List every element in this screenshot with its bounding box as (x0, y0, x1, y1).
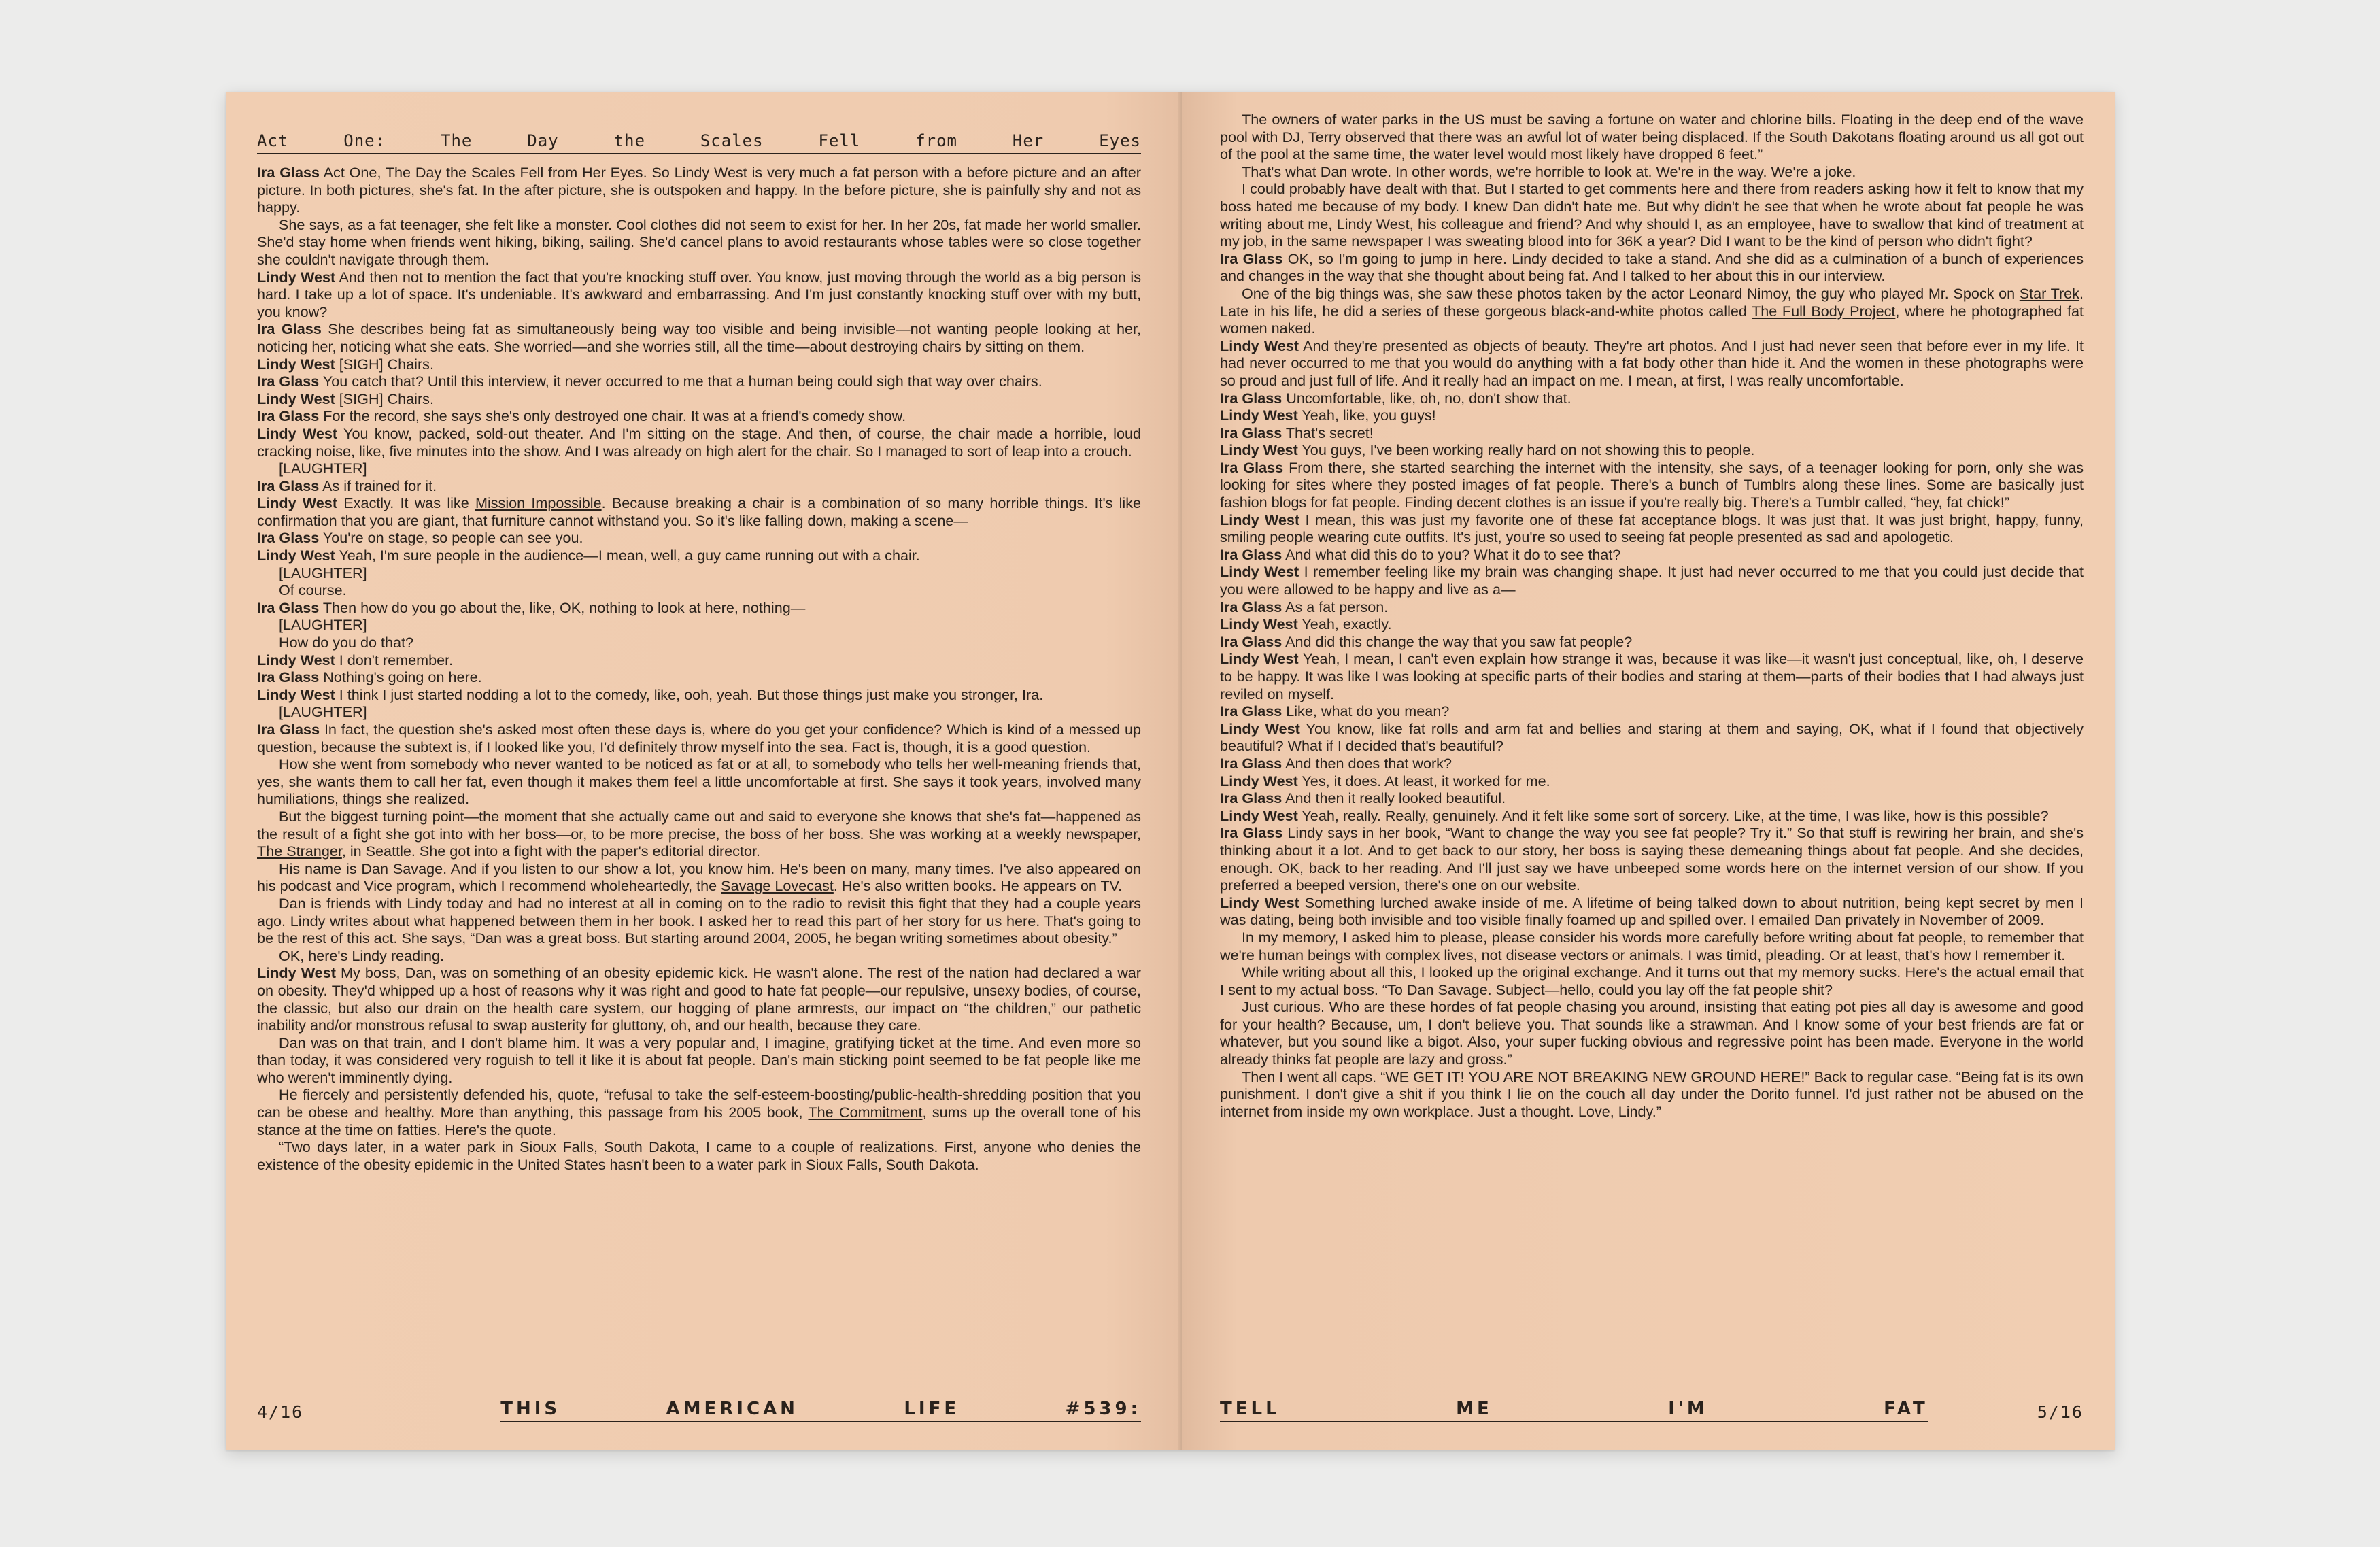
title-reference: Savage Lovecast (721, 877, 834, 895)
transcript-paragraph (257, 599, 1141, 617)
speaker-name: Lindy West (1220, 806, 1298, 824)
speaker-name: Lindy West (1220, 441, 1298, 459)
speaker-name: Ira Glass (1220, 389, 1282, 407)
transcript-paragraph (1220, 459, 2084, 511)
paragraph-text: Dan is friends with Lindy today and had no interest at all in coming on to the radio to revisit this fight that they had a couple years ago. Lindy writes about what happened between them in her book. I asked her to read this part of her story for us here. That's going to be the rest of this act. She says, “Dan was a great boss. But starting around 2004, 2005, he began writing sometimes about obesity.” (257, 894, 1141, 947)
speaker-name: Lindy West (1220, 511, 1300, 528)
paragraph-text: I remember feeling like my brain was changing shape. It just had never occurred to me that you could just decide that you were allowed to be happy and live as a— (1220, 563, 2084, 598)
speaker-name: Lindy West (257, 964, 336, 982)
stage-direction (257, 460, 1141, 477)
paragraph-text: From there, she started searching the internet with the intensity, she says, of a teenager looking for porn, only she was looking for sites where they posted images of fat people. There's a bunch of Tumblrs along these lines. Some are basically just fashion blogs for fat people. Finding decent clothes is an issue if you're really big. There's a Tumblr called, “hey, fat chick!” (1220, 458, 2084, 511)
speaker-name: Ira Glass (1220, 702, 1282, 720)
transcript-paragraph (1220, 563, 2084, 598)
transcript-paragraph (257, 721, 1141, 755)
paragraph-text: [LAUGHTER] (279, 703, 367, 721)
transcript-paragraph (257, 373, 1141, 390)
paragraph-text: But the biggest turning point—the moment that she actually came out and said to everyone she knows that she's fat—happened as the result of a fight she got into with her boss—or, to be more precise, the boss of her boss. She was working at a weekly newspaper, (257, 807, 1141, 843)
paragraph-text: One of the big things was, she saw these photos taken by the actor Leonard Nimoy, the guy who played Mr. Spock on (1242, 284, 2020, 302)
act-title-word: the (613, 131, 645, 150)
paragraph-text: How do you do that? (279, 634, 414, 651)
paragraph-text: [LAUGHTER] (279, 616, 367, 634)
transcript-paragraph (1220, 180, 2084, 250)
transcript-paragraph (1220, 111, 2084, 163)
running-title-word: AMERICAN (666, 1399, 798, 1419)
transcript-paragraph (1220, 633, 2084, 651)
paragraph-text: , in Seattle. She got into a fight with the paper's editorial director. (341, 843, 760, 860)
speaker-name: Lindy West (257, 390, 335, 407)
transcript-paragraph (1220, 702, 2084, 720)
transcript-paragraph (1220, 964, 2084, 998)
paragraph-text: In fact, the question she's asked most often these days is, where do you get your confidence? Which is kind of a messed up question, because the subtext is, if I looked like you, I'd definitely throw myself into the sea. Fact is, though, it is a good question. (257, 721, 1141, 755)
title-reference: The Stranger (257, 843, 342, 860)
paragraph-text: While writing about all this, I looked up the original exchange. And it turns out that my memory sucks. Here's the actual email that I sent to my actual boss. “To Dan Savage. Subject—hello, could you lay off the fat people shit? (1220, 964, 2084, 998)
transcript-paragraph (1220, 998, 2084, 1068)
left-page-footer (257, 1399, 1141, 1422)
paragraph-text: Like, what do you mean? (1286, 702, 1450, 720)
speaker-name: Ira Glass (1220, 545, 1282, 563)
stage-direction (257, 634, 1141, 651)
transcript-paragraph (257, 320, 1141, 355)
right-page-footer (1220, 1399, 2084, 1422)
paragraph-text: As a fat person. (1285, 598, 1389, 615)
paragraph-text: [SIGH] Chairs. (339, 355, 434, 373)
speaker-name: Lindy West (1220, 407, 1298, 424)
transcript-paragraph (257, 1138, 1141, 1173)
paragraph-text: I could probably have dealt with that. But I started to get comments here and there from readers asking how it felt to know that my boss hated me because of my body. I knew Dan didn't hate me. But why didn't he see that when he wrote about fat people he was writing about me, Lindy West, his colleague and friend? And why should I, as an employee, have to swallow that kind of treatment at my job, in the same newspaper I was sweating blood into for 36K a year? Did I want to be the kind of person who didn't fight? (1220, 180, 2084, 250)
speaker-name: Lindy West (257, 424, 338, 442)
transcript-paragraph (257, 269, 1141, 321)
running-title (1220, 1399, 1928, 1422)
speaker-name: Ira Glass (257, 668, 320, 686)
transcript-paragraph (257, 425, 1141, 460)
paragraph-text: As if trained for it. (322, 477, 437, 494)
paragraph-text: , where he photographed fat women naked. (1220, 302, 2084, 337)
act-title-word: Scales (700, 131, 764, 150)
speaker-name: Ira Glass (1220, 424, 1282, 441)
transcript-paragraph (1220, 407, 2084, 424)
paragraph-text: You catch that? Until this interview, it never occurred to me that a human being could sigh that way over chairs. (322, 373, 1042, 390)
running-title (500, 1399, 1141, 1422)
act-title-word: One: (343, 131, 386, 150)
speaker-name: Ira Glass (257, 164, 320, 181)
transcript-paragraph (257, 529, 1141, 547)
paragraph-text: The owners of water parks in the US must be saving a fortune on water and chlorine bills. Floating in the deep end of the wave pool with DJ, Terry observed that there was an awful lot of water being displaced. If the South Dakotans floating around us all got out of the pool at the same time, the water level would most likely have dropped 6 feet.” (1220, 111, 2084, 163)
transcript-paragraph (1220, 894, 2084, 929)
running-title-word: #539: (1065, 1399, 1141, 1419)
transcript-paragraph (257, 407, 1141, 425)
speaker-name: Ira Glass (257, 373, 320, 390)
transcript-paragraph (1220, 789, 2084, 807)
paragraph-text: Then how do you go about the, like, OK, nothing to look at here, nothing— (322, 598, 806, 616)
paragraph-text: She says, as a fat teenager, she felt like a monster. Cool clothes did not seem to exist for her. In her 20s, fat made her world smaller. She'd stay home when friends went hiking, biking, sailing. She'd cancel plans to avoid restaurants whose tables were so close together she couldn't navigate through them. (257, 216, 1141, 268)
paragraph-text: OK, so I'm going to jump in here. Lindy decided to take a stand. And she did as a culmination of a bunch of experiences and changes in the way that she thought about being fat. And I talked to her about this in our interview. (1220, 250, 2084, 285)
transcript-paragraph (1220, 650, 2084, 702)
paragraph-text: You know, like fat rolls and arm fat and bellies and staring at them and saying, OK, what if I found that objectively beautiful? What if I decided that's beautiful? (1220, 719, 2084, 755)
running-title-word: LIFE (904, 1399, 960, 1419)
paragraph-text: That's secret! (1285, 424, 1374, 441)
speaker-name: Lindy West (257, 494, 338, 512)
paragraph-text: Of course. (279, 581, 347, 599)
paragraph-text: That's what Dan wrote. In other words, we're horrible to look at. We're in the way. We're a joke. (1242, 163, 1856, 180)
paragraph-text: Yeah, exactly. (1302, 615, 1392, 633)
magazine-spread (226, 92, 2115, 1450)
paragraph-text: , sums up the overall tone of his stance at the time on fatties. Here's the quote. (257, 1104, 1142, 1138)
paragraph-text: Something lurched awake inside of me. A lifetime of being talked down to about nutrition, being kept secret by men I was dating, being both invisible and too visible finally foamed up and spilled over. I emailed Dan privately in November of 2009. (1220, 894, 2084, 929)
transcript-paragraph (1220, 1068, 2084, 1121)
left-page-body (257, 164, 1141, 1173)
transcript-paragraph (257, 547, 1141, 564)
running-title-word: THIS (500, 1399, 561, 1419)
paragraph-text: [SIGH] Chairs. (339, 390, 434, 407)
speaker-name: Lindy West (257, 685, 335, 703)
transcript-paragraph (1220, 337, 2084, 390)
transcript-paragraph (1220, 441, 2084, 459)
speaker-name: Lindy West (1220, 563, 1299, 581)
paragraph-text: You're on stage, so people can see you. (322, 529, 583, 547)
speaker-name: Lindy West (1220, 615, 1298, 633)
speaker-name: Lindy West (257, 651, 335, 668)
transcript-paragraph (257, 356, 1141, 373)
speaker-name: Ira Glass (1220, 250, 1283, 267)
paragraph-text: And then it really looked beautiful. (1285, 789, 1506, 807)
transcript-paragraph (257, 1086, 1141, 1138)
transcript-paragraph (257, 477, 1141, 495)
transcript-paragraph (257, 686, 1141, 704)
transcript-paragraph (1220, 511, 2084, 546)
transcript-paragraph (257, 808, 1141, 860)
stage-direction (257, 564, 1141, 582)
paragraph-text: And did this change the way that you saw fat people? (1285, 632, 1633, 650)
speaker-name: Lindy West (1220, 337, 1299, 354)
transcript-paragraph (257, 668, 1141, 686)
speaker-name: Lindy West (257, 547, 335, 564)
transcript-paragraph (257, 860, 1141, 895)
transcript-paragraph (1220, 390, 2084, 407)
speaker-name: Ira Glass (1220, 789, 1282, 807)
paragraph-text: You know, packed, sold-out theater. And I'm sitting on the stage. And then, of course, the chair made a horrible, loud cracking noise, like, five minutes into the show. And I was already on high alert for the chair. So I managed to sort of leap into a crouch. (257, 424, 1142, 460)
paragraph-text: . Because breaking a chair is a combination of so many horrible things. It's like confirmation that you are giant, that furniture cannot withstand you. So it's like falling down, making a scene— (257, 494, 1142, 529)
paragraph-text: Yeah, really. Really, genuinely. And it felt like some sort of sorcery. Like, at the time, I was like, how is this possible? (1302, 806, 2049, 824)
transcript-paragraph (1220, 285, 2084, 337)
paragraph-text: And what did this do to you? What it do to see that? (1285, 545, 1621, 563)
paragraph-text: You guys, I've been working really hard on not showing this to people. (1302, 441, 1755, 459)
paragraph-text: And they're presented as objects of beauty. They're art photos. And I just had never seen that before ever in my life. It had never occurred to me that you would do anything with a fat body other than hide it. And the women in these photographs were so proud and just full of life. And it really had an impact on me. I mean, at first, I was really uncomfortable. (1220, 337, 2084, 389)
stage-direction (257, 581, 1141, 599)
running-title-word: TELL (1220, 1399, 1280, 1419)
transcript-paragraph (1220, 720, 2084, 755)
speaker-name: Lindy West (257, 268, 336, 286)
title-reference: Star Trek (2019, 284, 2079, 302)
paragraph-text: Dan was on that train, and I don't blame him. It was a very popular and, I imagine, gratifying ticket at the time. And even more so than today, it was considered very roguish to tell it like it is about fat people. Dan's main sticking point seemed to be fat people like me who weren't imminently dying. (257, 1034, 1141, 1086)
speaker-name: Ira Glass (257, 320, 322, 338)
paragraph-text: I mean, this was just my favorite one of these fat acceptance blogs. It was just that. It was just bright, happy, funny, smiling people wearing cute outfits. It's just, you're so used to seeing fat people presented as sad and apologetic. (1220, 511, 2084, 546)
transcript-paragraph (1220, 163, 2084, 181)
speaker-name: Ira Glass (257, 721, 320, 738)
transcript-paragraph (1220, 824, 2084, 894)
speaker-name: Ira Glass (1220, 632, 1282, 650)
paragraph-text: Yeah, I'm sure people in the audience—I mean, well, a guy came running out with a chair. (339, 547, 920, 564)
page-number: 4/16 (257, 1402, 304, 1422)
speaker-name: Ira Glass (257, 598, 320, 616)
transcript-paragraph (257, 755, 1141, 808)
transcript-paragraph (257, 895, 1141, 947)
paragraph-text: Uncomfortable, like, oh, no, don't show that. (1286, 389, 1571, 407)
paragraph-text: How she went from somebody who never wanted to be noticed as fat or at all, to somebody who tells her well-meaning friends that, yes, she wants them to call her fat, even though it makes them feel a little uncomfortable at first. She says it took years, involved many humiliations, things she realized. (257, 755, 1141, 808)
paragraph-text: Just curious. Who are these hordes of fat people chasing you around, insisting that eating pot pies all day is awesome and good for your health? Because, um, I don't believe you. That sounds like a strawman. And I know some of your best friends are fat or whatever, but you sound like a bigot. Also, your super fucking obvious and regressive point has been made. Everyone in the world already thinks fat people are lazy and gross.” (1220, 998, 2084, 1068)
paragraph-text: Yes, it does. At least, it worked for me. (1302, 772, 1550, 789)
transcript-paragraph (257, 964, 1141, 1034)
act-title-word: Her (1012, 131, 1044, 150)
speaker-name: Ira Glass (1220, 598, 1282, 615)
speaker-name: Ira Glass (257, 529, 320, 547)
title-reference: Mission Impossible (475, 494, 602, 512)
speaker-name: Lindy West (1220, 719, 1300, 737)
paragraph-text: His name is Dan Savage. And if you listen to our show a lot, you know him. He's been on many, many times. I've also appeared on his podcast and Vice program, which I recommend wholeheartedly, the (257, 860, 1141, 895)
paragraph-text: Nothing's going on here. (323, 668, 482, 686)
speaker-name: Lindy West (1220, 650, 1299, 668)
right-page (1182, 92, 2115, 1450)
paragraph-text: In my memory, I asked him to please, please consider his words more carefully before writing about fat people, to remember that we're human beings with complex lives, not disease vectors or animals. I was timid, pleading. Or at least, that's how I remember it. (1220, 928, 2084, 964)
act-title-word: Day (527, 131, 559, 150)
transcript-paragraph (257, 390, 1141, 408)
stage-direction (257, 616, 1141, 634)
paragraph-text: “Two days later, in a water park in Sioux Falls, South Dakota, I came to a couple of realizations. First, anyone who denies the existence of the obesity epidemic in the United States hasn't been to a water park in Sioux Falls, South Dakota. (257, 1138, 1141, 1173)
transcript-paragraph (257, 216, 1141, 269)
paragraph-text: Yeah, I mean, I can't even explain how strange it was, because it was like—it wasn't just conceptual, like, oh, I deserve to be happy. It was like I was looking at specific parts of their bodies and staring at them—parts of their bodies that I had always just reviled on myself. (1220, 650, 2084, 702)
act-title-word: Eyes (1099, 131, 1141, 150)
paragraph-text: I think I just started nodding a lot to the comedy, like, ooh, yeah. But those things just make you stronger, Ira. (339, 685, 1044, 703)
transcript-paragraph (1220, 424, 2084, 442)
speaker-name: Ira Glass (1220, 458, 1284, 476)
title-reference: The Commitment (808, 1104, 923, 1121)
transcript-paragraph (1220, 615, 2084, 633)
paragraph-text: My boss, Dan, was on something of an obesity epidemic kick. He wasn't alone. The rest of the nation had declared a war on obesity. They'd whipped up a host of reasons why it was right and good to hate fat people—our repulsive, unsexy bodies, of course, the classic, but also our drain on the health care system, our hogging of plane armrests, our impact on “the children,” our pathetic inability and/or monstrous refusal to swap austerity for gluttony, oh, and our health, because they care. (257, 964, 1142, 1034)
right-page-body (1220, 111, 2084, 1120)
paragraph-text: He fiercely and persistently defended his, quote, “refusal to take the self-esteem-boosting/public-health-shredding position that you can be obese and healthy. More than anything, this passage from his 2005 book, (257, 1086, 1141, 1121)
speaker-name: Ira Glass (257, 407, 320, 425)
transcript-paragraph (257, 1034, 1141, 1087)
transcript-paragraph (257, 947, 1141, 965)
transcript-paragraph (257, 494, 1141, 529)
transcript-paragraph (1220, 929, 2084, 964)
speaker-name: Ira Glass (257, 477, 320, 494)
paragraph-text: OK, here's Lindy reading. (279, 947, 444, 964)
paragraph-text: Then I went all caps. “WE GET IT! YOU ARE NOT BREAKING NEW GROUND HERE!” Back to regular case. “Being fat is its own punishment. I don't give a shit if you think I lie on the couch all day under the Dorito funnel. I'd just rather not be abused on the internet from inside my own workplace. Just a thought. Love, Lindy.” (1220, 1068, 2084, 1120)
paragraph-text: She describes being fat as simultaneously being way too visible and being invisible—not wanting people looking at her, noticing her, noticing what she eats. She worried—and she worries still, all the time—about destroying chairs by sitting on them. (257, 320, 1141, 355)
transcript-paragraph (257, 651, 1141, 669)
transcript-paragraph (1220, 772, 2084, 790)
running-title-word: FAT (1884, 1399, 1928, 1419)
paragraph-text: And then not to mention the fact that you're knocking stuff over. You know, just moving through the world as a big person is hard. I take up a lot of space. It's undeniable. It's awkward and embarrassing. And I'm just constantly knocking stuff over with my butt, you know? (257, 268, 1142, 320)
title-reference: The Full Body Project (1752, 302, 1896, 320)
paragraph-text: [LAUGHTER] (279, 460, 367, 477)
speaker-name: Lindy West (1220, 772, 1298, 789)
paragraph-text: . Late in his life, he did a series of these gorgeous black-and-white photos called (1220, 284, 2084, 320)
stage-direction (257, 703, 1141, 721)
speaker-name: Ira Glass (1220, 754, 1282, 772)
paragraph-text: And then does that work? (1285, 754, 1452, 772)
transcript-paragraph (257, 164, 1141, 216)
page-number: 5/16 (2037, 1402, 2084, 1422)
speaker-name: Lindy West (1220, 894, 1299, 911)
paragraph-text: Act One, The Day the Scales Fell from Her Eyes. So Lindy West is very much a fat person with a before picture and an after picture. In both pictures, she's fat. In the after picture, she is outspoken and happy. In the before picture, she is painfully shy and not as happy. (257, 164, 1141, 216)
paragraph-text: For the record, she says she's only destroyed one chair. It was at a friend's comedy show. (323, 407, 906, 425)
act-title-word: Fell (818, 131, 861, 150)
speaker-name: Ira Glass (1220, 824, 1283, 842)
paragraph-text: Exactly. It was like (343, 494, 475, 512)
transcript-paragraph (1220, 546, 2084, 564)
paragraph-text: Yeah, like, you guys! (1302, 407, 1436, 424)
speaker-name: Lindy West (257, 355, 335, 373)
paragraph-text: Lindy says in her book, “Want to change the way you see fat people? Try it.” So that stuff is rewiring her brain, and she's thinking about it a lot. And to get back to our story, her boss is saying these demeaning things about fat people. And she decides, enough. OK, back to her reading. And I'll just say we have unbeeped some words here on the internet version of our show. If you preferred a beeped version, there's one on our website. (1220, 824, 2084, 894)
running-title-word: ME (1456, 1399, 1493, 1419)
act-title-word: The (441, 131, 473, 150)
transcript-paragraph (1220, 250, 2084, 285)
left-page (226, 92, 1182, 1450)
running-title-word: I'M (1668, 1399, 1708, 1419)
paragraph-text: [LAUGHTER] (279, 564, 367, 581)
transcript-paragraph (1220, 598, 2084, 616)
transcript-paragraph (1220, 807, 2084, 825)
act-title-word: Act (257, 131, 289, 150)
act-title (257, 131, 1141, 154)
paragraph-text: I don't remember. (339, 651, 454, 668)
act-title-word: from (915, 131, 957, 150)
paragraph-text: . He's also written books. He appears on TV. (833, 877, 1123, 895)
transcript-paragraph (1220, 755, 2084, 772)
